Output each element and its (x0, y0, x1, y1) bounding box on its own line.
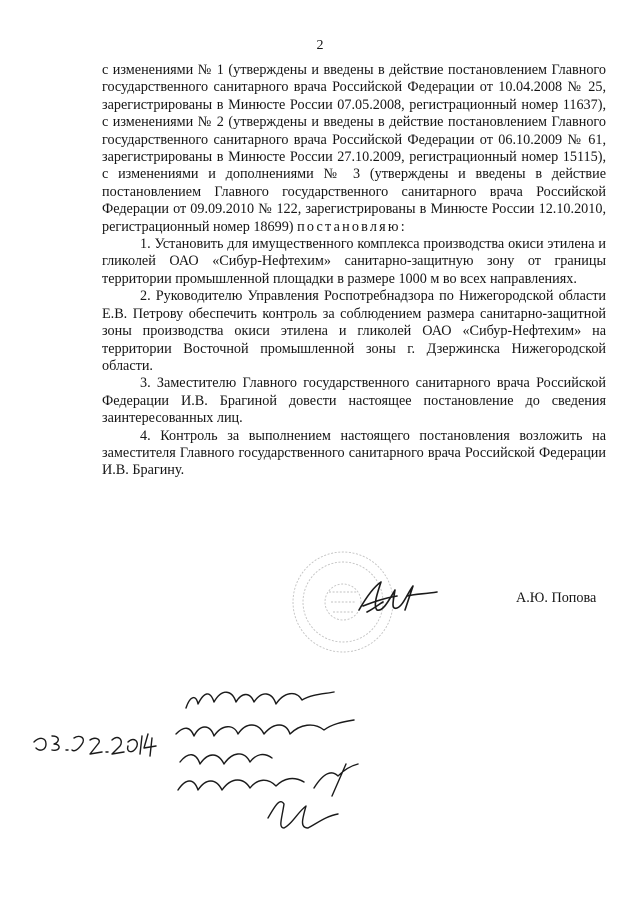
note-date-stroke (34, 734, 156, 756)
signature-strokes (359, 582, 437, 612)
item-3: 3. Заместителю Главного государственного санитарного врача Российской Федерации И.В. Брагиной довести настоящее постановление до сведения заинтересованных лиц. (102, 375, 606, 427)
signature-with-seal (255, 548, 455, 656)
note-line-2-stroke (176, 720, 354, 736)
note-line-4-stroke (178, 764, 358, 796)
preamble-text: с изменениями № 1 (утверждены и введены в действие постановлением Главного государственного санитарного врача Российской Федерации от 10.04.2008 № 25, зарегистрированы в Минюсте России 07.05.2008, регистрационный номер 11637), с изменениями № 2 (утверждены и введены в действие постановлением Главного государственного санитарного врача Российской Федерации от 06.10.2009 № 61, зарегистрированы в Минюсте России 27.10.2009, регистрационный номер 15115), с изменениями и дополнениями № 3 (утверждены и введены в действие постановлением Главного государственного санитарного врача Российской Федерации от 09.09.2010 № 122, зарегистрированы в Минюсте России 12.10.2010, регистрационный номер 18699) (102, 62, 606, 235)
handwritten-note (28, 678, 388, 848)
resolution-word: постановляю (297, 218, 401, 235)
preamble-paragraph (102, 62, 606, 236)
item-2: 2. Руководителю Управления Роспотребнадзора по Нижегородской области Е.В. Петрову обеспечить контроль за соблюдением размера санитарно-защитной зоны производства окиси этилена и гликолей ОАО «Сибур-Нефтехим» на территории Восточной промышленной зоны г. Дзержинска Нижегородской области. (102, 288, 606, 374)
preamble-colon: : (400, 218, 405, 235)
note-line-3-stroke (180, 754, 272, 764)
item-1: 1. Установить для имущественного комплекса производства окиси этилена и гликолей ОАО «Сибур-Нефтехим» санитарно-защитную зону от границы территории промышленной площадки в размере 1000 м во всех направлениях. (102, 236, 606, 287)
signatory-name: А.Ю. Попова (516, 590, 597, 606)
item-4: 4. Контроль за выполнением настоящего постановления возложить на заместителя Главного государственного санитарного врача Российской Федерации И.В. Брагину. (102, 427, 606, 479)
page-number: 2 (316, 38, 324, 53)
note-line-1-stroke (186, 692, 334, 708)
document-body (102, 62, 606, 480)
note-initials-stroke (268, 802, 338, 828)
official-seal (293, 552, 393, 652)
